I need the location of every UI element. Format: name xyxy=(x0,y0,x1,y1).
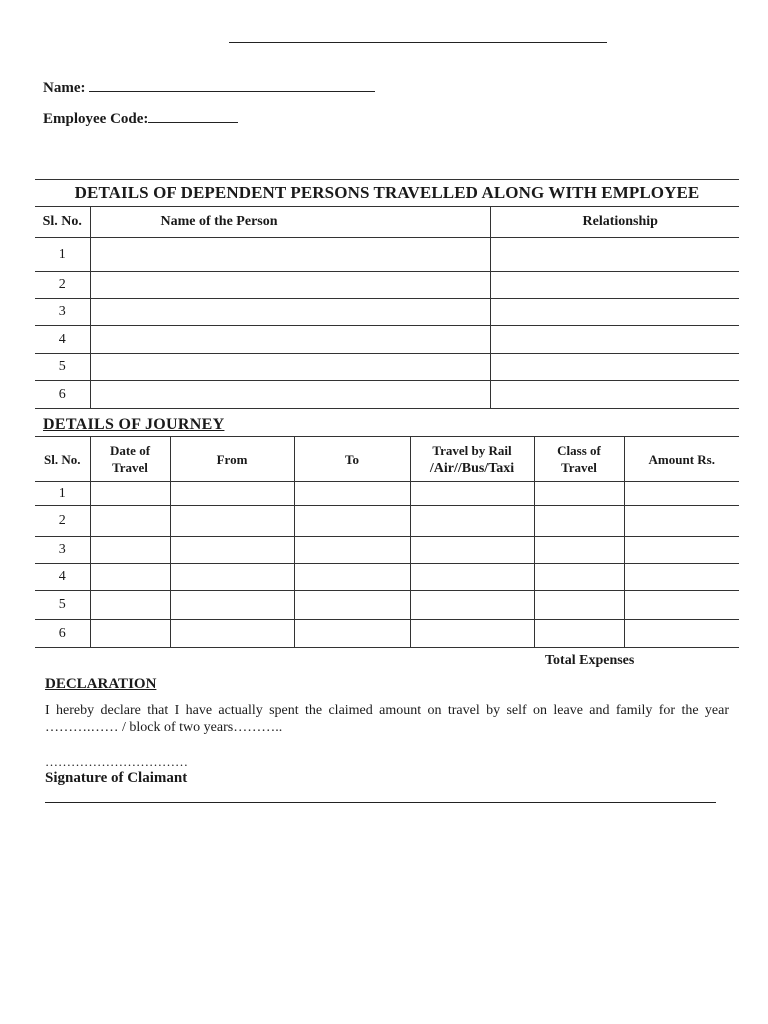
table-row xyxy=(35,482,739,506)
employee-code-blank-line[interactable] xyxy=(148,108,238,123)
dep-relationship-cell[interactable] xyxy=(490,238,739,272)
total-expenses-label: Total Expenses xyxy=(545,653,635,668)
table-row xyxy=(35,272,739,299)
dep-row-number: 5 xyxy=(35,354,90,381)
table-row xyxy=(35,381,739,409)
jr-col-amount: Amount Rs. xyxy=(624,437,739,482)
jr-cell[interactable] xyxy=(170,620,294,648)
jr-cell[interactable] xyxy=(534,537,624,564)
dep-relationship-cell[interactable] xyxy=(490,381,739,409)
signature-label: Signature of Claimant xyxy=(45,770,188,786)
jr-row-number: 6 xyxy=(35,620,90,648)
dep-col-relationship: Relationship xyxy=(490,207,739,238)
jr-cell[interactable] xyxy=(90,482,170,506)
jr-col-date: Date of Travel xyxy=(90,437,170,482)
dep-row-number: 3 xyxy=(35,299,90,326)
jr-row-number: 1 xyxy=(35,482,90,506)
jr-cell[interactable] xyxy=(170,537,294,564)
employee-code-field xyxy=(43,108,238,128)
jr-cell[interactable] xyxy=(624,537,739,564)
jr-row-number: 5 xyxy=(35,591,90,620)
top-title-line xyxy=(229,42,607,43)
jr-col-sl: Sl. No. xyxy=(35,437,90,482)
jr-cell[interactable] xyxy=(170,591,294,620)
dep-name-cell[interactable] xyxy=(90,381,490,409)
jr-cell[interactable] xyxy=(410,564,534,591)
jr-cell[interactable] xyxy=(294,591,410,620)
journey-section-title: DETAILS OF JOURNEY xyxy=(43,416,225,433)
name-field xyxy=(43,77,375,97)
table-row xyxy=(35,354,739,381)
jr-cell[interactable] xyxy=(90,506,170,537)
dep-relationship-cell[interactable] xyxy=(490,326,739,354)
jr-cell[interactable] xyxy=(294,506,410,537)
jr-cell[interactable] xyxy=(294,620,410,648)
jr-row-number: 3 xyxy=(35,537,90,564)
jr-cell[interactable] xyxy=(534,591,624,620)
name-blank-line[interactable] xyxy=(89,77,375,92)
jr-cell[interactable] xyxy=(410,591,534,620)
jr-cell[interactable] xyxy=(534,482,624,506)
jr-col-mode: Travel by Rail /Air//Bus/Taxi xyxy=(410,437,534,482)
table-row xyxy=(35,326,739,354)
jr-cell[interactable] xyxy=(294,564,410,591)
jr-col-to: To xyxy=(294,437,410,482)
declaration-text: I hereby declare that I have actually spent the claimed amount on travel by self on leave and family for the year ……….…… / block of two years……….. xyxy=(45,703,729,735)
jr-cell[interactable] xyxy=(90,537,170,564)
jr-cell[interactable] xyxy=(170,482,294,506)
jr-cell[interactable] xyxy=(90,564,170,591)
jr-row-number: 2 xyxy=(35,506,90,537)
dep-relationship-cell[interactable] xyxy=(490,272,739,299)
jr-col-class: Class of Travel xyxy=(534,437,624,482)
dep-name-cell[interactable] xyxy=(90,238,490,272)
jr-cell[interactable] xyxy=(294,537,410,564)
table-row xyxy=(35,238,739,272)
jr-cell[interactable] xyxy=(624,482,739,506)
dep-row-number: 4 xyxy=(35,326,90,354)
dep-name-cell[interactable] xyxy=(90,299,490,326)
jr-cell[interactable] xyxy=(624,564,739,591)
declaration-title: DECLARATION xyxy=(45,676,157,692)
dep-row-number: 1 xyxy=(35,238,90,272)
table-row xyxy=(35,620,739,648)
table-row xyxy=(35,564,739,591)
jr-cell[interactable] xyxy=(170,506,294,537)
jr-cell[interactable] xyxy=(410,506,534,537)
jr-cell[interactable] xyxy=(90,591,170,620)
jr-col-from: From xyxy=(170,437,294,482)
dependents-table-title: DETAILS OF DEPENDENT PERSONS TRAVELLED ALONG WITH EMPLOYEE xyxy=(35,180,739,207)
jr-cell[interactable] xyxy=(534,620,624,648)
table-row xyxy=(35,537,739,564)
jr-cell[interactable] xyxy=(534,506,624,537)
dep-relationship-cell[interactable] xyxy=(490,299,739,326)
jr-cell[interactable] xyxy=(90,620,170,648)
jr-cell[interactable] xyxy=(410,620,534,648)
jr-cell[interactable] xyxy=(624,506,739,537)
dep-row-number: 6 xyxy=(35,381,90,409)
signature-dots: …………………………… xyxy=(45,754,188,769)
bottom-line xyxy=(45,802,716,803)
jr-cell[interactable] xyxy=(170,564,294,591)
dependents-table xyxy=(35,179,739,409)
jr-cell[interactable] xyxy=(534,564,624,591)
jr-cell[interactable] xyxy=(294,482,410,506)
jr-row-number: 4 xyxy=(35,564,90,591)
name-label: Name: xyxy=(43,80,86,96)
jr-cell[interactable] xyxy=(410,482,534,506)
dep-name-cell[interactable] xyxy=(90,354,490,381)
dep-name-cell[interactable] xyxy=(90,326,490,354)
dep-col-name: Name of the Person xyxy=(90,207,490,238)
table-row xyxy=(35,506,739,537)
dep-name-cell[interactable] xyxy=(90,272,490,299)
jr-cell[interactable] xyxy=(624,591,739,620)
journey-table xyxy=(35,436,739,648)
table-row xyxy=(35,591,739,620)
dep-col-sl: Sl. No. xyxy=(35,207,90,238)
jr-cell[interactable] xyxy=(624,620,739,648)
table-row xyxy=(35,299,739,326)
jr-cell[interactable] xyxy=(410,537,534,564)
employee-code-label: Employee Code: xyxy=(43,111,149,127)
dep-relationship-cell[interactable] xyxy=(490,354,739,381)
dep-row-number: 2 xyxy=(35,272,90,299)
